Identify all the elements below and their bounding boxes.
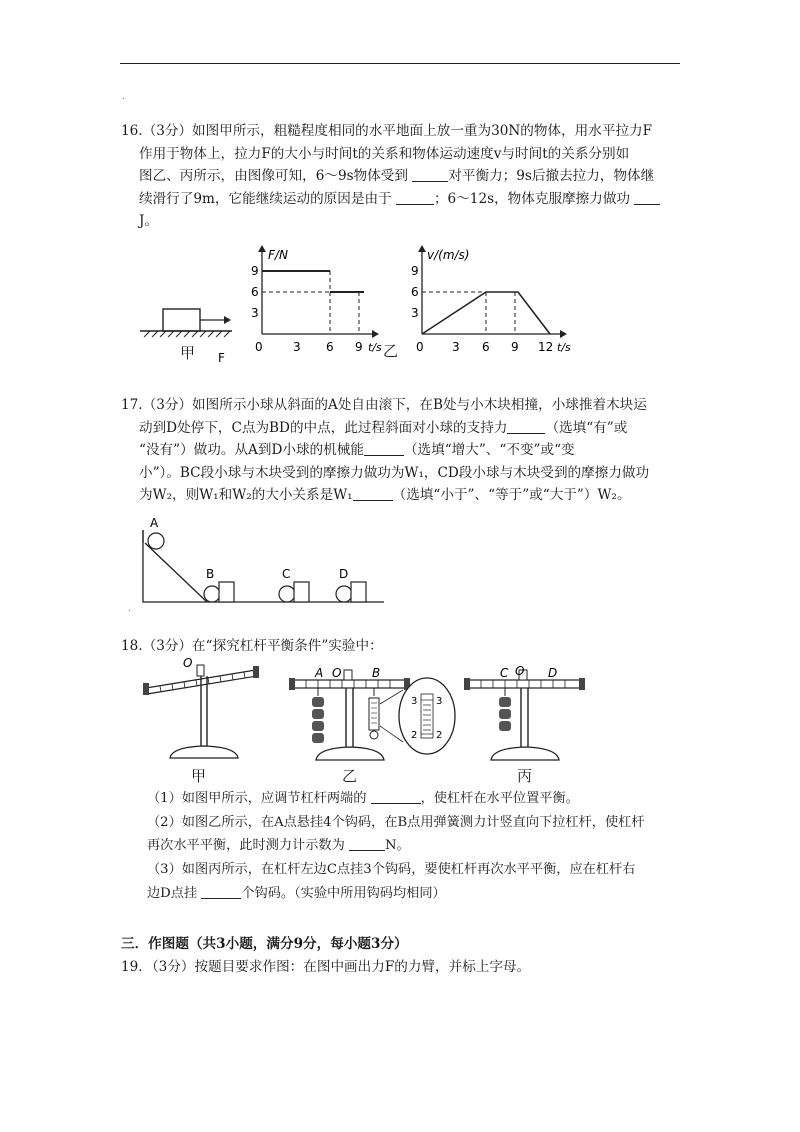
q18-blank-2[interactable] <box>349 835 385 851</box>
q18-line1: 18.（3分）在“探究杠杆平衡条件”实验中： <box>121 638 383 654</box>
q18-blank-1[interactable] <box>371 788 421 804</box>
paragraph-mark-2: . <box>128 604 131 614</box>
lever-yi <box>289 666 455 760</box>
q17-line5: 为W₂，则W₁和W₂的大小关系是W₁ （选填“小于”、“等于”或“大于”）W₂。 <box>139 487 631 504</box>
q16-line2: 作用于物体上，拉力F的大小与时间t的关系和物体运动速度v与时间t的关系分别如 <box>139 145 630 162</box>
lever-jia <box>143 656 259 758</box>
q18-blank-3[interactable] <box>201 883 241 899</box>
q16-line3: 图乙、丙所示，由图像可知，6～9s物体受到 对平衡力；9s后撤去拉力，物体继 <box>139 168 655 185</box>
q18-sub1: （1）如图甲所示，应调节杠杆两端的 ，使杠杆在水平位置平衡。 <box>147 787 579 811</box>
yi-b: B <box>372 666 381 680</box>
scale-mark-3-left: 3 <box>411 696 418 707</box>
label-b: B <box>206 567 215 581</box>
f-xtick-0: 0 <box>255 340 263 354</box>
v-xtick-0: 0 <box>416 340 424 354</box>
lever-bing <box>464 664 585 760</box>
paragraph-mark: . <box>122 92 125 102</box>
q18-sub2-cont: 再次水平平衡，此时测力计示数为 N。 <box>147 834 410 858</box>
v-ytick-6: 6 <box>411 285 419 299</box>
section-3-title: 三．作图题（共3小题，满分9分，每小题3分） <box>121 936 408 952</box>
v-xtick-9: 9 <box>511 340 519 354</box>
f-ylabel: F/N <box>268 248 288 262</box>
q17-line2: 动到D处停下，C点为BD的中点，此过程斜面对小球的支持力 （选填“有”或 <box>139 419 628 436</box>
f-xtick-3: 3 <box>293 340 301 354</box>
f-xtick-9: 9 <box>355 340 363 354</box>
q18-sub3: （3）如图丙所示，在杠杆左边C点挂3个钩码，要使杠杆再次水平平衡，应在杠杆右 <box>147 862 636 877</box>
f-ytick-9: 9 <box>251 264 259 278</box>
v-ytick-3: 3 <box>411 306 419 320</box>
v-xtick-3: 3 <box>452 340 460 354</box>
bing-o: O <box>515 664 525 678</box>
f-xtick-6: 6 <box>326 340 334 354</box>
scale-mark-2-right: 2 <box>436 730 443 741</box>
label-d: D <box>339 567 349 581</box>
fig-yi-caption: 乙 <box>383 342 399 360</box>
q16-line4: 续滑行了9m，它能继续运动的原因是由于 ；6～12s，物体克服摩擦力做功 <box>121 188 686 211</box>
q19-line1: 19．（3分）按题目要求作图：在图中画出力F的力臂，并标上字母。 <box>121 959 531 975</box>
q16-line5: J。 <box>139 213 159 230</box>
q16-line1: 16.（3分）如图甲所示，粗糙程度相同的水平地面上放一重为30N的物体，用水平拉力F <box>121 123 653 139</box>
v-ytick-9: 9 <box>411 264 419 278</box>
f-xlabel: t/s <box>368 341 382 354</box>
q17-line4: 小”）。BC段小球与木块受到的摩擦力做功为W₁，CD段小球与木块受到的摩擦力做功 <box>139 464 650 481</box>
scale-mark-2-left: 2 <box>411 730 418 741</box>
fig18-yi-caption: 乙 <box>342 767 358 785</box>
q17-line1: 17.（3分）如图所示小球从斜面的A处自由滚下，在B处与小木块相撞，小球推着木块运 <box>121 397 647 413</box>
fig18-bing-caption: 丙 <box>517 767 533 785</box>
label-c: C <box>282 567 291 581</box>
question-19 <box>121 956 686 979</box>
f-ytick-3: 3 <box>251 306 259 320</box>
force-arrow-label: F <box>218 351 225 365</box>
f-ytick-6: 6 <box>251 285 259 299</box>
fig-jia-caption: 甲 <box>180 344 196 362</box>
fig18-jia-caption: 甲 <box>191 767 207 785</box>
v-ylabel: v/(m/s) <box>427 248 470 262</box>
bing-d: D <box>548 666 558 680</box>
label-a: A <box>150 516 159 530</box>
q18-sub3-cont: 边D点挂 个钩码。（实验中所用钩码均相同） <box>147 882 446 906</box>
bing-c: C <box>500 666 509 680</box>
q18-sub2: （2）如图乙所示，在A点悬挂4个钩码，在B点用弹簧测力计竖直向下拉杠杆，使杠杆 <box>147 815 645 830</box>
yi-a: A <box>315 666 324 680</box>
v-xtick-12: 12 <box>538 340 554 354</box>
q17-line3: “没有”）做功。从A到D小球的机械能 （选填“增大”、“不变”或“变 <box>139 442 575 459</box>
scale-mark-3-right: 3 <box>436 696 443 707</box>
v-xtick-6: 6 <box>482 340 490 354</box>
yi-o: O <box>332 666 342 680</box>
v-xlabel: t/s <box>557 341 571 354</box>
jia-o: O <box>183 656 193 670</box>
